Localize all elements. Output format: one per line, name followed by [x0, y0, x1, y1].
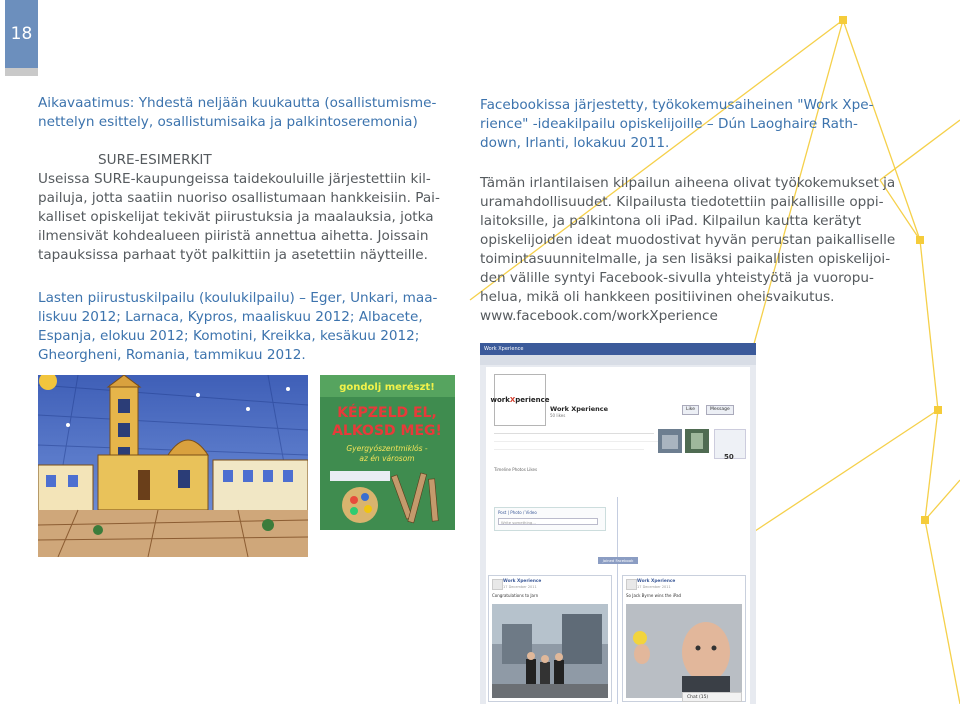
photo-thumbnail [658, 429, 682, 453]
poster-line-1: gondolj merészt! [339, 382, 435, 393]
post-text: Congratulations to Jarn [492, 593, 539, 598]
browser-tab-bar [480, 343, 756, 355]
page-number-shadow [5, 68, 38, 76]
paragraph-line: rience" -ideakilpailu opiskelijoille – Dún Laoghaire Rath- [480, 116, 858, 132]
post-photo [492, 604, 608, 698]
share-tabs: Post | Photo / Video [498, 510, 537, 515]
photo-thumbnail [685, 429, 709, 453]
post-photo [626, 604, 742, 698]
timeline-post [622, 575, 746, 702]
poster-line-3: ALKOSD MEG! [332, 423, 442, 439]
paragraph-line: Espanja, elokuu 2012; Komotini, Kreikka, kesäkuu 2012; [38, 328, 420, 344]
paragraph-line: pailuja, jotta saatiin nuoriso osallistumaan hankkeisiin. Pai- [38, 190, 440, 206]
post-date: 17 December 2011 [503, 585, 537, 589]
joined-facebook-marker: Joined Facebook [598, 557, 638, 564]
like-button: Like [682, 405, 699, 415]
paragraph-line: Gheorgheni, Romania, tammikuu 2012. [38, 347, 306, 363]
timeline-post [488, 575, 612, 702]
poster-line-4: Gyergyószentmiklós - [346, 444, 428, 453]
share-box [494, 507, 606, 531]
paragraph-line: Useissa SURE-kaupungeissa taidekouluille järjestettiin kil- [38, 171, 431, 187]
facebook-intro [480, 96, 900, 153]
competition-poster-image [320, 375, 455, 530]
post-author: Work Xperience [637, 579, 676, 584]
likes-count-text: 50 likes [550, 413, 566, 418]
facebook-url-text: www.facebook.com/workXperience [480, 308, 718, 324]
page-number: 18 [5, 0, 38, 68]
profile-picture [490, 374, 550, 426]
church-drawing-image [38, 375, 308, 557]
avatar [626, 579, 637, 590]
paragraph-line: laitoksille, ja palkintona oli iPad. Kilpailun kautta kerätyt [480, 213, 862, 229]
paragraph-line: tapauksissa parhaat työt palkittiin ja asetettiin näytteille. [38, 247, 428, 263]
message-button: Message [706, 405, 734, 415]
page-name: Work Xperience [550, 405, 608, 413]
status-input: Write something... [498, 518, 598, 525]
facebook-page-screenshot [480, 343, 756, 704]
paragraph-line: Lasten piirustuskilpailu (koulukilpailu) – Eger, Unkari, maa- [38, 290, 438, 306]
paragraph-line: kalliset opiskelijat tekivät piirustuksia ja maalauksia, jotka [38, 209, 434, 225]
paragraph-line: den välille syntyi Facebook-sivulla yhteistyötä ja vuoropu- [480, 270, 874, 286]
like-count: 50 [724, 453, 734, 461]
sure-examples-section [38, 151, 448, 265]
chat-bar: Chat (15) [682, 692, 742, 702]
paragraph-line: Tämän irlantilaisen kilpailun aiheena olivat työkokemukset ja [480, 175, 896, 191]
paragraph-line: toimintasuunnitelmalle, ja sen lisäksi paikallisten opiskelijoi- [480, 251, 891, 267]
post-date: 17 December 2011 [637, 585, 671, 589]
paragraph-line: uramahdollisuudet. Kilpailusta tiedotettiin paikallisille oppi- [480, 194, 884, 210]
facebook-page [486, 367, 750, 704]
paragraph-line: helua, mikä oli hankkeen positiivinen oheisvaikutus. [480, 289, 835, 305]
post-author: Work Xperience [503, 579, 542, 584]
paragraph-line: opiskelijoiden ideat muodostivat hyvän perustan paikalliselle [480, 232, 896, 248]
browser-tab: Work Xperience [484, 346, 524, 352]
competition-paragraph [38, 289, 448, 365]
browser-address-bar [480, 355, 756, 365]
page-about-text [494, 429, 674, 450]
work-xperience-logo: workXperience [490, 396, 550, 404]
poster-line-5: az én városom [359, 454, 415, 463]
duration-line: nettelyn esittely, osallistumisaika ja palkintoseremonia) [38, 114, 418, 130]
page-tabs: Timeline Photos Likes [494, 467, 538, 472]
paragraph-line: Facebookissa järjestetty, työkokemusaiheinen "Work Xpe- [480, 97, 874, 113]
timeline-divider [617, 497, 618, 704]
post-text: So Jack Byrne wins the iPad [626, 593, 682, 598]
avatar [492, 579, 503, 590]
paragraph-line: ilmensivät kohdealueen piiristä annettua aihetta. Joissain [38, 228, 429, 244]
poster-line-2: KÉPZELD EL, [337, 405, 437, 421]
section-heading: SURE-ESIMERKIT [98, 152, 212, 168]
paragraph-line: liskuu 2012; Larnaca, Kypros, maaliskuu 2012; Albacete, [38, 309, 423, 325]
facebook-description [480, 174, 900, 326]
paragraph-line: down, Irlanti, lokakuu 2011. [480, 135, 670, 151]
duration-line: Aikavaatimus: Yhdestä neljään kuukautta (osallistumisme- [38, 95, 437, 111]
duration-text [38, 94, 448, 132]
